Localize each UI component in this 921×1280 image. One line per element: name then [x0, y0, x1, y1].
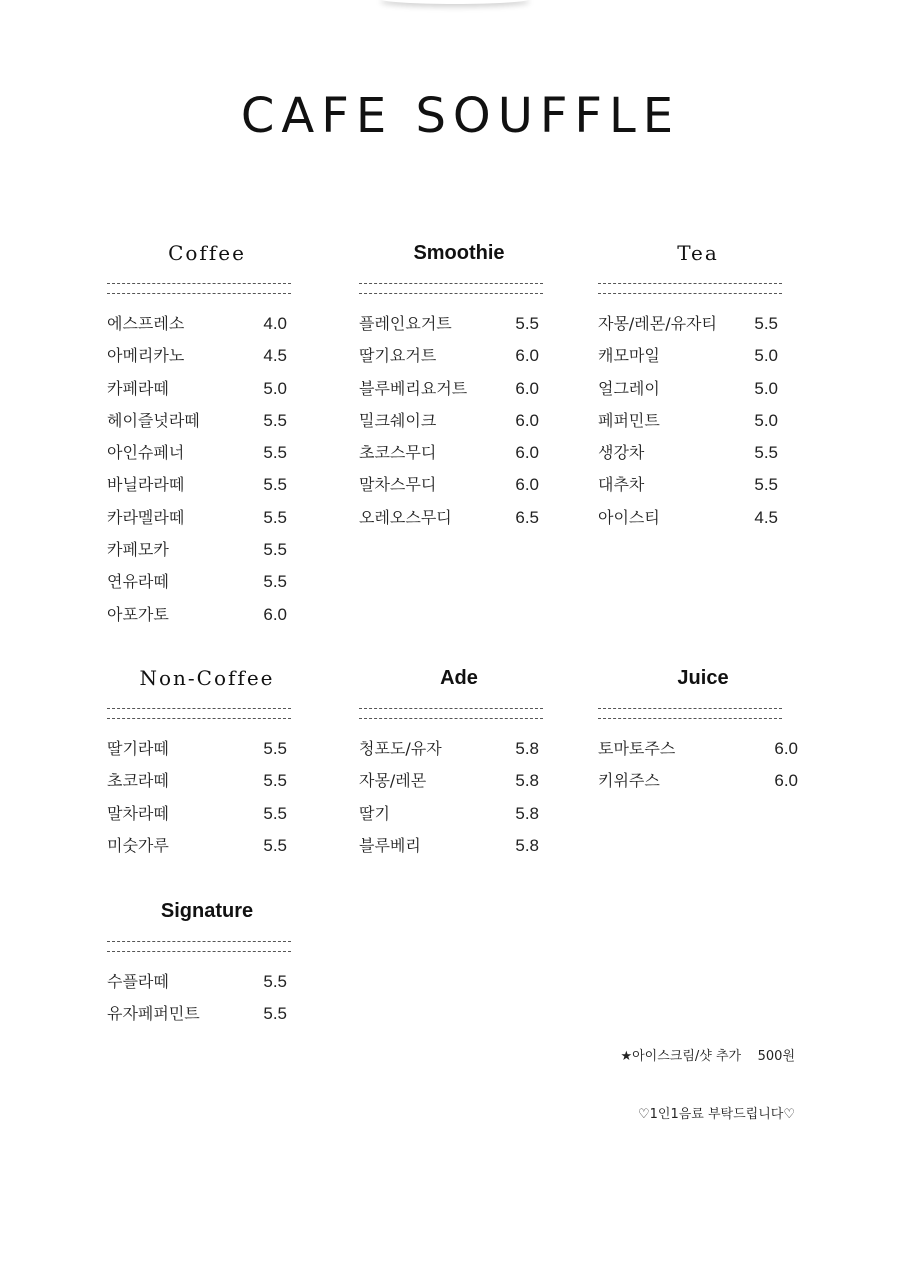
- menu-item-price: 6.0: [774, 771, 798, 791]
- menu-item: [107, 502, 287, 534]
- menu-item-price: 5.0: [754, 346, 778, 366]
- dashed-divider: [359, 283, 543, 294]
- menu-item-price: 4.0: [263, 314, 287, 333]
- menu-item-name: 블루베리요거트: [359, 378, 468, 398]
- menu-list: [107, 308, 307, 631]
- menu-item-name: 말차스무디: [359, 475, 437, 495]
- menu-item-name: 딸기요거트: [359, 346, 437, 366]
- menu-item: [107, 966, 287, 998]
- menu-item: [107, 534, 287, 566]
- menu-list: [107, 733, 307, 862]
- menu-item: [359, 733, 539, 765]
- menu-item-price: 6.5: [515, 507, 539, 527]
- menu-item: [107, 765, 287, 797]
- menu-item: [598, 437, 778, 469]
- menu-item-name: 에스프레소: [107, 314, 185, 333]
- menu-item-name: 생강차: [598, 443, 645, 463]
- menu-item: [359, 830, 539, 862]
- menu-item-price: 5.5: [263, 835, 287, 855]
- cafe-title: CAFE SOUFFLE: [240, 88, 681, 144]
- menu-item: [107, 798, 287, 830]
- menu-item-price: 5.5: [263, 1004, 287, 1024]
- menu-item-price: 5.8: [515, 803, 539, 823]
- menu-item: [107, 373, 287, 405]
- menu-item-price: 5.5: [515, 314, 539, 333]
- menu-item-name: 딸기라떼: [107, 739, 169, 758]
- menu-item: [598, 765, 798, 797]
- menu-item: [359, 469, 539, 501]
- menu-item-name: 수플라떼: [107, 972, 169, 991]
- menu-item: [598, 469, 778, 501]
- menu-item-name: 플레인요거트: [359, 314, 452, 333]
- menu-item-price: 6.0: [774, 739, 798, 758]
- menu-item: [107, 998, 287, 1030]
- one-drink-policy-note: ♡1인1음료 부탁드립니다♡: [637, 1107, 795, 1122]
- menu-item-price: 4.5: [263, 346, 287, 366]
- menu-item: [598, 405, 778, 437]
- menu-item: [359, 340, 539, 372]
- dashed-divider: [107, 283, 291, 294]
- menu-item-name: 카페라떼: [107, 378, 169, 398]
- menu-item: [359, 308, 539, 340]
- menu-item-price: 5.8: [515, 739, 539, 758]
- menu-item: [107, 599, 287, 631]
- dashed-divider: [359, 708, 543, 719]
- menu-item-name: 카라멜라떼: [107, 507, 185, 527]
- menu-item-name: 유자페퍼민트: [107, 1004, 200, 1024]
- menu-item-name: 자몽/레몬: [359, 771, 427, 791]
- menu-item: [359, 373, 539, 405]
- menu-item-price: 5.5: [263, 803, 287, 823]
- menu-item: [107, 830, 287, 862]
- menu-item: [107, 405, 287, 437]
- menu-item: [598, 373, 778, 405]
- section-title: Signature: [160, 900, 254, 922]
- menu-item: [598, 502, 778, 534]
- menu-item-name: 키위주스: [598, 771, 660, 791]
- dashed-divider: [598, 708, 782, 719]
- menu-item-name: 아포가토: [107, 604, 169, 624]
- menu-list: [359, 308, 559, 534]
- dashed-divider: [598, 283, 782, 294]
- menu-item-name: 말차라떼: [107, 803, 169, 823]
- menu-item-name: 연유라떼: [107, 572, 169, 592]
- section-ade: [359, 663, 559, 862]
- section-title: Coffee: [168, 241, 246, 265]
- menu-item: [107, 437, 287, 469]
- section-coffee: [107, 238, 307, 631]
- menu-item-price: 5.5: [754, 443, 778, 463]
- menu-item-price: 6.0: [515, 475, 539, 495]
- menu-item-name: 밀크쉐이크: [359, 410, 437, 430]
- menu-item-price: 5.5: [263, 972, 287, 991]
- menu-item: [107, 340, 287, 372]
- menu-item-name: 아이스티: [598, 507, 660, 527]
- section-title: Juice: [677, 667, 729, 689]
- menu-item: [598, 733, 798, 765]
- menu-item-name: 얼그레이: [598, 378, 660, 398]
- menu-item-price: 5.8: [515, 771, 539, 791]
- menu-item-name: 자몽/레몬/유자티: [598, 314, 717, 333]
- section-tea: [598, 238, 798, 534]
- section-signature: [107, 896, 307, 1031]
- menu-item-price: 5.0: [754, 378, 778, 398]
- menu-item-name: 헤이즐넛라떼: [107, 410, 200, 430]
- menu-item-price: 6.0: [263, 604, 287, 624]
- menu-item: [359, 405, 539, 437]
- menu-item-price: 5.5: [263, 475, 287, 495]
- menu-item-price: 5.5: [754, 475, 778, 495]
- menu-item-price: 5.5: [263, 443, 287, 463]
- menu-item: [359, 437, 539, 469]
- menu-item-name: 토마토주스: [598, 739, 676, 758]
- menu-item-price: 6.0: [515, 346, 539, 366]
- menu-list: [598, 733, 808, 798]
- menu-item: [107, 308, 287, 340]
- menu-item: [107, 566, 287, 598]
- dashed-divider: [107, 941, 291, 952]
- dashed-divider: [107, 708, 291, 719]
- menu-item: [359, 502, 539, 534]
- menu-item: [359, 798, 539, 830]
- menu-item-price: 5.5: [263, 771, 287, 791]
- menu-item-name: 대추차: [598, 475, 645, 495]
- menu-item-price: 6.0: [515, 410, 539, 430]
- section-title: Non-Coffee: [139, 666, 275, 690]
- extra-charge-note: ★아이스크림/샷 추가 500원: [620, 1049, 795, 1064]
- menu-item: [107, 733, 287, 765]
- menu-item-price: 5.5: [263, 739, 287, 758]
- menu-item-name: 바닐라라떼: [107, 475, 185, 495]
- menu-list: [107, 966, 307, 1031]
- menu-item-name: 블루베리: [359, 835, 421, 855]
- menu-item-name: 초코라떼: [107, 771, 169, 791]
- menu-item-name: 오레오스무디: [359, 507, 452, 527]
- menu-item-name: 아메리카노: [107, 346, 185, 366]
- menu-item: [598, 340, 778, 372]
- menu-item-price: 5.5: [263, 572, 287, 592]
- menu-item-price: 4.5: [754, 507, 778, 527]
- menu-item-price: 6.0: [515, 443, 539, 463]
- menu-item-name: 초코스무디: [359, 443, 437, 463]
- menu-item-price: 5.0: [754, 410, 778, 430]
- menu-item-price: 5.8: [515, 835, 539, 855]
- menu-item-name: 딸기: [359, 803, 390, 823]
- menu-item-price: 5.0: [263, 378, 287, 398]
- menu-item-name: 청포도/유자: [359, 739, 442, 758]
- menu-item-price: 5.5: [754, 314, 778, 333]
- menu-item-name: 미숫가루: [107, 835, 169, 855]
- menu-list: [598, 308, 798, 534]
- section-title: Smoothie: [413, 242, 505, 264]
- section-title: Tea: [677, 241, 719, 265]
- section-smoothie: [359, 238, 559, 534]
- top-edge-shadow: [380, 0, 530, 4]
- section-title: Ade: [440, 667, 478, 689]
- menu-item-name: 캐모마일: [598, 346, 660, 366]
- menu-item-name: 아인슈페너: [107, 443, 185, 463]
- section-juice: [598, 663, 808, 798]
- menu-item-price: 5.5: [263, 410, 287, 430]
- menu-item: [107, 469, 287, 501]
- menu-item-price: 5.5: [263, 540, 287, 560]
- menu-item-name: 페퍼민트: [598, 410, 660, 430]
- menu-item: [359, 765, 539, 797]
- menu-item: [598, 308, 778, 340]
- menu-item-name: 카페모카: [107, 540, 169, 560]
- menu-list: [359, 733, 559, 862]
- menu-item-price: 6.0: [515, 378, 539, 398]
- section-non-coffee: [107, 663, 307, 862]
- menu-item-price: 5.5: [263, 507, 287, 527]
